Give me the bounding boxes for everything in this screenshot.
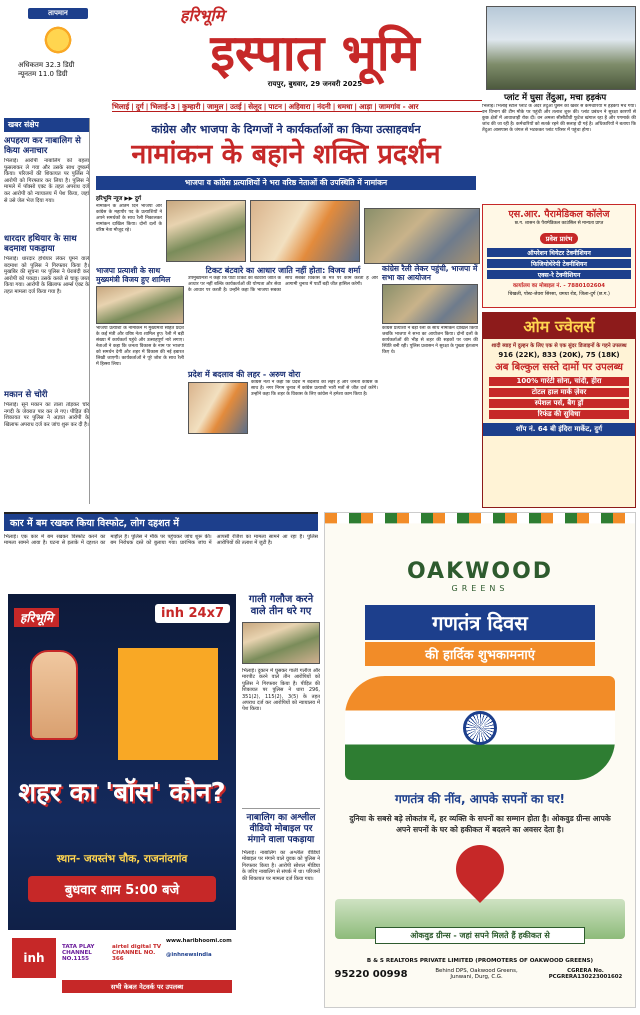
nav-separator: |	[283, 102, 287, 111]
nav-item[interactable]: जामगांव - आर	[378, 102, 419, 111]
story-headline: भाजपा प्रत्याशी के साथ मुख्यमंत्री विजय हुए शामिल	[96, 266, 171, 284]
ad-oakwood[interactable]	[324, 512, 636, 1008]
inh-brand: हरिभूमि	[14, 608, 59, 627]
mid-headline: नाबालिग का अश्लील वीडियो मोबाइल पर मंगाने वाला पकड़ाया	[246, 813, 316, 845]
edition-line: रायपुर, बुधवार, 29 जनवरी 2025	[267, 80, 363, 88]
brief-text: भिलाई। सूने मकान का ताला तोड़कर चोर नगदी के जेवरात पार कर ले गए। पीड़ित की शिकायत पर पुलिस ने अज्ञात आरोपी के खिलाफ अपराध दर्ज कर जांच शुरू कर दी है।	[4, 402, 89, 428]
section-nav	[112, 100, 482, 112]
brief-headline: मकान से चोरी	[4, 390, 48, 400]
nav-item[interactable]: सेलूद	[248, 102, 262, 111]
nav-item[interactable]: अहिवारा	[288, 102, 311, 111]
jewellers-offer: अब बिल्कुल सस्ते दामों पर उपलब्ध	[495, 362, 623, 373]
inh-show-title: शहर का 'बॉस' कौन?	[18, 778, 226, 808]
lead-photo-2	[250, 200, 360, 262]
mid-text: भिलाई। एक कार में बम रखकर विस्फोट करने का मामला सामने आया है। घटना से इलाके में दहशत का माहौल है। पुलिस ने मौके पर पहुंचकर जांच शुरू की। बम निरोधक दस्ते को बुलाया गया। प्रारंभिक जांच में आपसी रंजिश का मामला सामने आ रहा है। पुलिस आरोपियों की तलाश में जुटी है।	[4, 534, 318, 547]
ad-medical-sub: छ.ग. शासन के पैरामेडिकल काउंसिल से मान्यता प्राप्त	[514, 221, 604, 226]
nav-item[interactable]: भिलाई-3	[150, 102, 176, 111]
story-text: कांग्रेस नेता ने कहा कि प्रदेश में बदलाव की लहर है और जनता कांग्रेस के साथ है। नगर निगम चुनाव में कांग्रेस प्रत्याशी भारी मतों से जीत दर्ज करेंगे। उन्होंने कहा कि शहर के विकास के लिए कांग्रेस ने हमेशा काम किया है।	[251, 380, 378, 397]
airtel-label: airtel digital TV CHANNEL NO. 366	[112, 944, 162, 962]
ad-medical-course: फिजियोथेरेपी टेक्नीशियन	[487, 259, 631, 268]
story-headline: कांग्रेस रैली लेकर पहुंची, भाजपा में सभा का आयोजन	[382, 264, 478, 282]
mid-text: भिलाई। नाबालिग का अश्लील वीडियो मोबाइल पर मंगाने वाले युवक को पुलिस ने गिरफ्तार किया है। आरोपी सोशल मीडिया के जरिए नाबालिग से संपर्क में था। परिजनों की शिकायत पर मामला दर्ज किया गया।	[242, 850, 320, 882]
oakwood-address: Behind DPS, Oakwood Greens, Junwani, Durg, C.G.	[435, 968, 518, 980]
oakwood-sub: GREENS	[451, 584, 509, 593]
masthead-title: इस्पात भूमि	[210, 24, 420, 82]
oakwood-greeting: गणतंत्र दिवस	[365, 605, 595, 640]
ad-medical-course: ऑपरेशन थियेटर टेक्नीशियन	[487, 248, 631, 257]
jewellers-item: रिफंड की सुविधा	[489, 410, 629, 419]
inh-logo-box: inh	[12, 938, 56, 978]
mid-headline: कार में बम रखकर किया विस्फोट, लोग दहशत में	[4, 514, 318, 531]
brief-headline: अपहरण कर नाबालिग से किया अनाचार	[4, 136, 81, 156]
ad-medical-title: एस.आर. पैरामेडिकल कॉलेज	[508, 209, 610, 220]
ad-medical-address: चिखली, पोस्ट-जेवरा सिरसा, धमधा रोड, जिला-दुर्ग (छ.ग.)	[508, 292, 610, 297]
jewellers-tag: शादी ब्याह में दुल्हन के लिए एक से एक सुंदर डिजाइनों के गहने उपलब्ध	[491, 343, 627, 349]
mid-story-abuse	[242, 594, 320, 800]
lead-headline: नामांकन के बहाने शक्ति प्रदर्शन	[131, 139, 441, 170]
story	[382, 206, 478, 506]
lead-photo-1	[166, 200, 246, 262]
oakwood-brand: OAKWOOD	[406, 559, 554, 584]
story	[188, 266, 378, 376]
story-text: कांग्रेस प्रत्याशी ने बड़ी रैली के साथ नामांकन दाखिल किया जबकि भाजपा ने सभा का आयोजन किया। दोनों दलों के कार्यकर्ताओं की भीड़ से शहर की सड़कों पर जाम की स्थिति बनी रही। पुलिस प्रशासन ने सुरक्षा के पुख्ता इंतजाम किए थे।	[382, 326, 478, 355]
ashoka-chakra-icon	[463, 711, 497, 745]
story-headline: टिकट बंटवारे का आधार जाति नहीं होता: विजय शर्मा	[205, 266, 361, 275]
nav-separator: |	[374, 102, 377, 111]
jewellers-item: स्पेशल पर्स, बैग ड्रॉ	[489, 399, 629, 408]
ad-medical-badge: प्रवेश प्रारंभ	[540, 233, 579, 244]
masthead	[150, 4, 480, 96]
story-headline: प्रदेश में बदलाव की लहर - अरुण वोरा	[188, 370, 301, 379]
leopard-photo	[486, 6, 636, 90]
tata-play-label: TATA PLAY CHANNEL NO.1155	[62, 944, 95, 962]
lead-intro: नामांकन के अंतिम दिन भाजपा और कांग्रेस के महापौर पद के प्रत्याशियों ने अपने समर्थकों के साथ रैली निकालकर नामांकन दाखिल किया। दोनों दलों के वरिष्ठ नेता मौजूद रहे।	[96, 204, 162, 233]
oakwood-rera: CGRERA No. PCGRERA130223001602	[548, 968, 623, 980]
lead-kicker: कांग्रेस और भाजपा के दिग्गजों ने कार्यकर्ताओं का किया उत्साहवर्धन	[151, 123, 421, 136]
ad-jewellers[interactable]	[482, 312, 636, 508]
oakwood-tagline: गणतंत्र की नींव, आपके सपनों का घर!	[394, 792, 566, 806]
brand-small: हरिभूमि	[180, 6, 225, 25]
story-photo	[188, 382, 248, 434]
inh-handle: @inhnewsindia	[166, 952, 212, 958]
nav-item[interactable]: भिलाई	[112, 102, 130, 111]
inh-footer-bar	[8, 930, 236, 1002]
mid-headline: गाली गलौज करने वाले तीन धरे गए	[248, 594, 314, 617]
story-text: भाजपा प्रत्याशी के नामांकन में मुख्यमंत्री सहित प्रदेश के कई मंत्री और वरिष्ठ नेता शामिल हुए। रैली में बड़ी संख्या में कार्यकर्ता पहुंचे और उत्साहपूर्ण नारे लगाए। नेताओं ने कहा कि जनता विकास के नाम पर भाजपा को समर्थन देगी और शहर में विकास की नई इबारत लिखी जाएगी। कार्यकर्ताओं ने पूरे जोश के साथ रैली में हिस्सा लिया।	[96, 326, 184, 367]
ad-medical[interactable]	[482, 204, 636, 308]
inh-website: www.haribhoomi.com	[166, 938, 232, 944]
weather-box	[4, 6, 112, 102]
oakwood-phone[interactable]: 95220 00998	[334, 968, 408, 980]
nav-item[interactable]: आड़ा	[359, 102, 373, 111]
mid-story-video	[242, 808, 320, 1006]
bunting-decoration	[325, 513, 636, 539]
lead-strap: भाजपा व कांग्रेस प्रत्याशियों ने भरा वरिष्ठ नेताओं की उपस्थिति में नामांकन	[96, 176, 476, 190]
weather-label: तापमान	[28, 8, 88, 19]
sun-icon	[41, 23, 75, 57]
oakwood-promoter: B & S REALTORS PRIVATE LIMITED (PROMOTERS OF OAKWOOD GREENS)	[366, 958, 594, 964]
nav-item[interactable]: पाटन	[268, 102, 282, 111]
top-right-headline: प्लांट में घुसा तेंदुआ, मचा हड़कंप	[504, 93, 607, 103]
inh-time: बुधवार शाम 5:00 बजे	[28, 876, 216, 902]
brief-item	[4, 234, 89, 386]
oakwood-contact-row	[325, 968, 635, 980]
inh-channel: inh 24x7	[155, 604, 230, 623]
oakwood-footer-tag: ओकवुड ग्रीन्स - जहां सपने मिलते हैं हकीकत से	[375, 927, 585, 944]
story-photo	[96, 286, 184, 324]
nav-separator: |	[202, 102, 205, 111]
nav-separator: |	[225, 102, 228, 111]
brief-header: खबर संक्षेप	[4, 118, 89, 132]
nav-item[interactable]: जामुल	[206, 102, 224, 111]
mid-photo	[242, 622, 320, 664]
mid-story-bomb	[4, 512, 318, 588]
top-right-text: भिलाई। भिलाई स्टील प्लांट के अंदर तेंदुआ घुसने की खबर से कर्मचारियों में हड़कंप मच गया। वन विभाग की टीम मौके पर पहुंची और तलाश शुरू की। प्लांट प्रबंधन ने सुरक्षा कारणों से कुछ क्षेत्रों में आवाजाही रोक दी। वन अमला सीसीटीवी फुटेज खंगाल रहा है और पगमार्क की जांच की जा रही है। कर्मचारियों को सतर्क रहने की सलाह दी गई है। अधिकारियों ने बताया कि तेंदुआ आसपास के जंगल से भटककर प्लांट परिसर में पहुंचा होगा।	[482, 104, 636, 133]
ad-medical-phone: कार्यालय का मोबाइल नं. - 7880102604	[513, 283, 605, 289]
ad-medical-course: एक्स-रे टेक्नीशियन	[487, 270, 631, 279]
brief-item	[4, 390, 89, 498]
story-photo	[382, 284, 478, 324]
nav-item[interactable]: नंदनी	[317, 102, 331, 111]
ballot-hand-icon	[30, 650, 78, 740]
brief-text: भिलाई। धारदार हथियार लेकर घूमने वाले बदमाश को पुलिस ने गिरफ्तार किया है। मुखबिर की सूचना पर पुलिस ने घेराबंदी कर आरोपी को पकड़ा। उसके कब्जे से चाकू जब्त किया गया। आरोपी के खिलाफ आर्म्स एक्ट के तहत मामला दर्ज किया गया है।	[4, 256, 89, 295]
jewellers-rates: 916 (22K), 833 (20K), 75 (18K)	[498, 351, 620, 359]
nav-separator: |	[131, 102, 134, 111]
nav-separator: |	[312, 102, 316, 111]
oakwood-greeting2: की हार्दिक शुभकामनाएं	[365, 642, 595, 666]
weather-max: अधिकतम 32.3 डिग्री	[18, 61, 75, 69]
inh-venue: स्थान- जयस्तंभ चौक, राजनांदगांव	[56, 853, 188, 865]
ad-inh[interactable]	[8, 594, 236, 1002]
jewellers-item: टोटल हाल मार्क ज़ेवर	[489, 388, 629, 397]
nav-item[interactable]: कुम्हारी	[182, 102, 201, 111]
jewellers-item: 100% गारंटी सोना, चांदी, हीरा	[489, 377, 629, 386]
state-map-icon	[118, 648, 218, 760]
brief-item	[4, 136, 89, 230]
brief-headline: धारदार हथियार के साथ बदमाश पकड़ाया	[4, 234, 77, 254]
nav-item[interactable]: दुर्ग	[135, 102, 144, 111]
nav-separator: |	[145, 102, 149, 111]
home-location-icon	[446, 835, 514, 903]
nav-separator: |	[177, 102, 181, 111]
nav-item[interactable]: धमधा	[337, 102, 353, 111]
nav-separator: |	[243, 102, 247, 111]
story	[96, 266, 184, 508]
brief-text: भिलाई। आरोपी नाबालिग को बहला फुसलाकर ले गया और उसके साथ दुष्कर्म किया। परिजनों की शिकायत पर पुलिस ने आरोपी को गिरफ्तार कर लिया है। पुलिस ने मामले में पॉक्सो एक्ट के तहत अपराध दर्ज कर आरोपी को न्यायालय में पेश किया, जहां से उसे जेल भेज दिया गया।	[4, 158, 89, 204]
flag-wave	[345, 676, 615, 780]
story	[188, 370, 378, 508]
story-text: उपमुख्यमंत्री ने कहा कि पार्टी टिकट का बंटवारा जाति के आधार पर नहीं बल्कि कार्यकर्ताओं की योग्यता और सेवा के आधार पर करती है। उन्होंने कहा कि भाजपा सबका साथ सबका विकास के मंत्र पर काम करती है और आगामी चुनाव में पार्टी बड़ी जीत हासिल करेगी।	[188, 276, 378, 293]
left-column	[4, 118, 90, 504]
weather-min: न्यूनतम 11.0 डिग्री	[18, 70, 68, 78]
nav-separator: |	[263, 102, 267, 111]
mid-text: भिलाई। दुकान में घुसकर गाली गलौज और मारपीट करने वाले तीन आरोपियों को पुलिस ने गिरफ्तार किया है। पीड़ित की शिकायत पर पुलिस ने धारा 296, 351(2), 115(2), 3(5) के तहत अपराध दर्ज कर आरोपियों को न्यायालय में पेश किया।	[242, 668, 320, 713]
inh-footer: सभी केबल नेटवर्क पर उपलब्ध	[62, 980, 232, 993]
jewellers-name: ओम ज्वेलर्स	[483, 313, 635, 339]
nav-separator: |	[354, 102, 358, 111]
jewellers-address: शॉप नं. 64 बी इंदिरा मार्केट, दुर्ग	[483, 423, 635, 436]
lead-byline: हरिभूमि न्यूज ▶▶ दुर्ग	[96, 196, 142, 202]
nav-item[interactable]: उतई	[229, 102, 242, 111]
oakwood-body: दुनिया के सबसे बड़े लोकतंत्र में, हर व्यक्ति के सपनों का सम्मान होता है। ओकवुड ग्रीन्स आपके अपने सपनों के घर को हकीकत में बदलने का अवसर देता है।	[349, 814, 611, 834]
nav-separator: |	[332, 102, 336, 111]
